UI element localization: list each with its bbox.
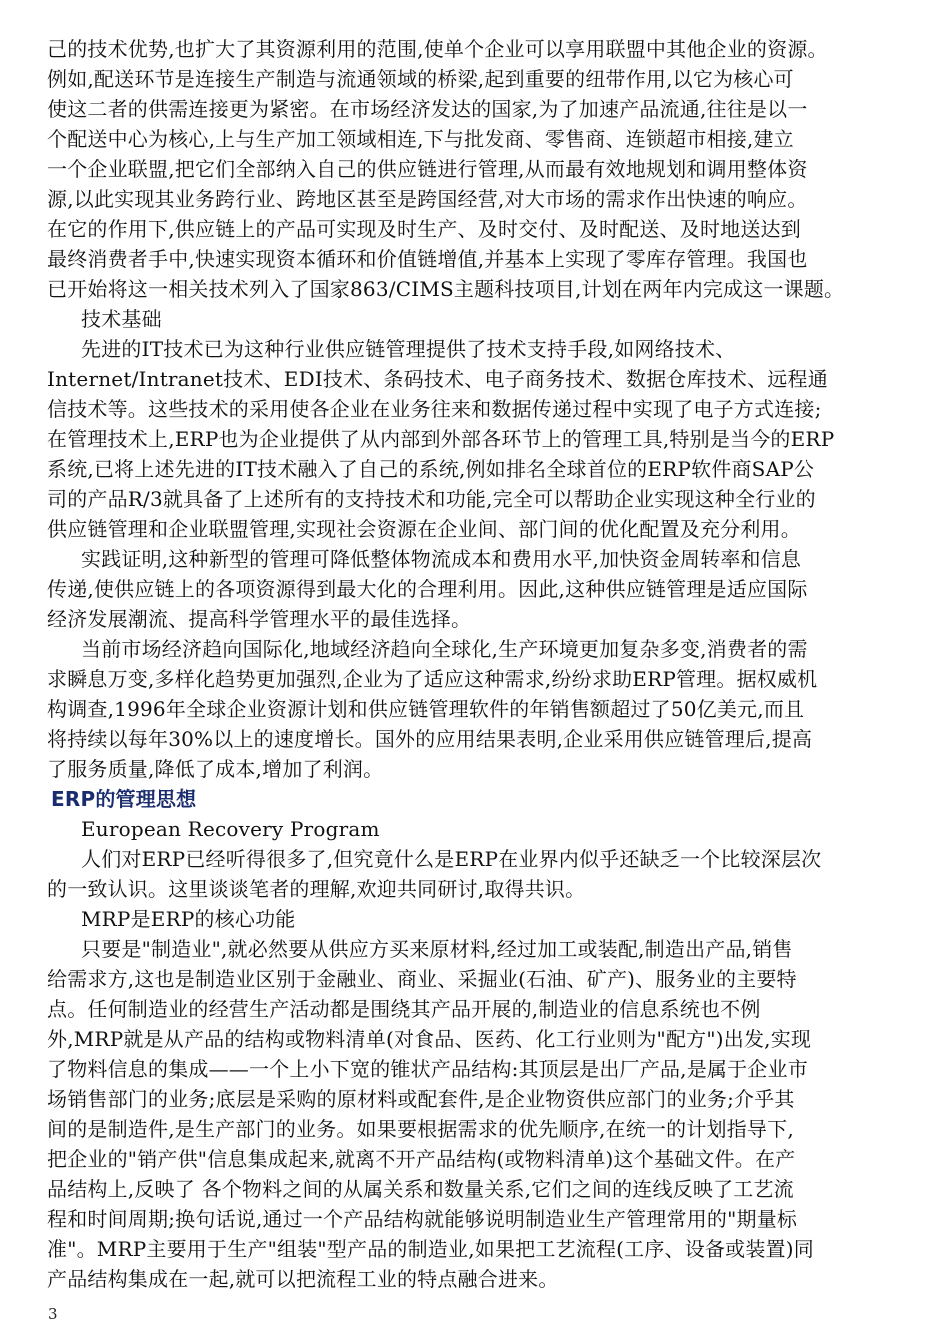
text-line: 的一致认识。这里谈谈笔者的理解,欢迎共同研讨,取得共识。 bbox=[47, 877, 586, 901]
text-line: 品结构上,反映了 各个物料之间的从属关系和数量关系,它们之间的连线反映了工艺流 bbox=[47, 1177, 794, 1201]
text-line: 使这二者的供需连接更为紧密。在市场经济发达的国家,为了加速产品流通,往往是以一 bbox=[47, 97, 808, 121]
text-line: 了服务质量,降低了成本,增加了利润。 bbox=[47, 757, 384, 781]
text-line: 源,以此实现其业务跨行业、跨地区甚至是跨国经营,对大市场的需求作出快速的响应。 bbox=[47, 187, 808, 211]
text-line: 一个企业联盟,把它们全部纳入自己的供应链进行管理,从而最有效地规划和调用整体资 bbox=[47, 157, 808, 181]
text-line: 技术基础 bbox=[81, 307, 162, 331]
text-line: 求瞬息万变,多样化趋势更加强烈,企业为了适应这种需求,纷纷求助ERP管理。据权威机 bbox=[47, 667, 818, 691]
section-heading: ERP的管理思想 bbox=[51, 787, 197, 811]
text-line: 先进的IT技术已为这种行业供应链管理提供了技术支持手段,如网络技术、 bbox=[81, 337, 736, 361]
page-number: 3 bbox=[48, 1305, 58, 1323]
text-line: 实践证明,这种新型的管理可降低整体物流成本和费用水平,加快资金周转率和信息 bbox=[81, 547, 802, 571]
text-line: 点。任何制造业的经营生产活动都是围绕其产品开展的,制造业的信息系统也不例 bbox=[47, 997, 761, 1021]
text-line: 只要是"制造业",就必然要从供应方买来原材料,经过加工或装配,制造出产品,销售 bbox=[81, 937, 793, 961]
text-line: 准"。MRP主要用于生产"组装"型产品的制造业,如果把工艺流程(工序、设备或装置)同 bbox=[47, 1237, 814, 1261]
text-line: Internet/Intranet技术、EDI技术、条码技术、电子商务技术、数据仓库技术、远程通 bbox=[47, 367, 828, 391]
text-line: 人们对ERP已经听得很多了,但究竟什么是ERP在业界内似乎还缺乏一个比较深层次 bbox=[81, 847, 822, 871]
text-line: 在管理技术上,ERP也为企业提供了从内部到外部各环节上的管理工具,特别是当今的ERP bbox=[47, 427, 835, 451]
text-line: 把企业的"销产供"信息集成起来,就离不开产品结构(或物料清单)这个基础文件。在产 bbox=[47, 1147, 796, 1171]
text-line: 间的是制造件,是生产部门的业务。如果要根据需求的优先顺序,在统一的计划指导下, bbox=[47, 1117, 794, 1141]
text-line: 场销售部门的业务;底层是采购的原材料或配套件,是企业物资供应部门的业务;介乎其 bbox=[47, 1087, 795, 1111]
text-line: MRP是ERP的核心功能 bbox=[81, 907, 296, 931]
text-line: 给需求方,这也是制造业区别于金融业、商业、采掘业(石油、矿产)、服务业的主要特 bbox=[47, 967, 797, 991]
text-line: 个配送中心为核心,上与生产加工领域相连,下与批发商、零售商、连锁超市相接,建立 bbox=[47, 127, 794, 151]
text-line: 当前市场经济趋向国际化,地域经济趋向全球化,生产环境更加复杂多变,消费者的需 bbox=[81, 637, 808, 661]
text-line: 己的技术优势,也扩大了其资源利用的范围,使单个企业可以享用联盟中其他企业的资源。 bbox=[47, 37, 828, 61]
text-line: 司的产品R/3就具备了上述所有的支持技术和功能,完全可以帮助企业实现这种全行业的 bbox=[47, 487, 816, 511]
text-line: 了物料信息的集成——一个上小下宽的锥状产品结构:其顶层是出厂产品,是属于企业市 bbox=[47, 1057, 808, 1081]
text-line: 将持续以每年30%以上的速度增长。国外的应用结果表明,企业采用供应链管理后,提高 bbox=[47, 727, 813, 751]
text-line: 构调查,1996年全球企业资源计划和供应链管理软件的年销售额超过了50亿美元,而且 bbox=[47, 697, 805, 721]
text-line: 最终消费者手中,快速实现资本循环和价值链增值,并基本上实现了零库存管理。我国也 bbox=[47, 247, 808, 271]
document-body bbox=[47, 34, 913, 1294]
text-line: 供应链管理和企业联盟管理,实现社会资源在企业间、部门间的优化配置及充分利用。 bbox=[47, 517, 801, 541]
text-line: 信技术等。这些技术的采用使各企业在业务往来和数据传递过程中实现了电子方式连接; bbox=[47, 397, 822, 421]
text-line: 例如,配送环节是连接生产制造与流通领域的桥梁,起到重要的纽带作用,以它为核心可 bbox=[47, 67, 794, 91]
text-line: 经济发展潮流、提高科学管理水平的最佳选择。 bbox=[47, 607, 472, 631]
text-line: 外,MRP就是从产品的结构或物料清单(对食品、医药、化工行业则为"配方")出发,实现 bbox=[47, 1027, 812, 1051]
text-line: 程和时间周期;换句话说,通过一个产品结构就能够说明制造业生产管理常用的"期量标 bbox=[47, 1207, 798, 1231]
text-line: 在它的作用下,供应链上的产品可实现及时生产、及时交付、及时配送、及时地送达到 bbox=[47, 217, 801, 241]
text-line: 产品结构集成在一起,就可以把流程工业的特点融合进来。 bbox=[47, 1267, 559, 1291]
text-line: 已开始将这一相关技术列入了国家863/CIMS主题科技项目,计划在两年内完成这一课题。 bbox=[47, 277, 845, 301]
text-line: European Recovery Program bbox=[81, 817, 380, 841]
text-line: 传递,使供应链上的各项资源得到最大化的合理利用。因此,这种供应链管理是适应国际 bbox=[47, 577, 808, 601]
text-line: 系统,已将上述先进的IT技术融入了自己的系统,例如排名全球首位的ERP软件商SAP公 bbox=[47, 457, 815, 481]
